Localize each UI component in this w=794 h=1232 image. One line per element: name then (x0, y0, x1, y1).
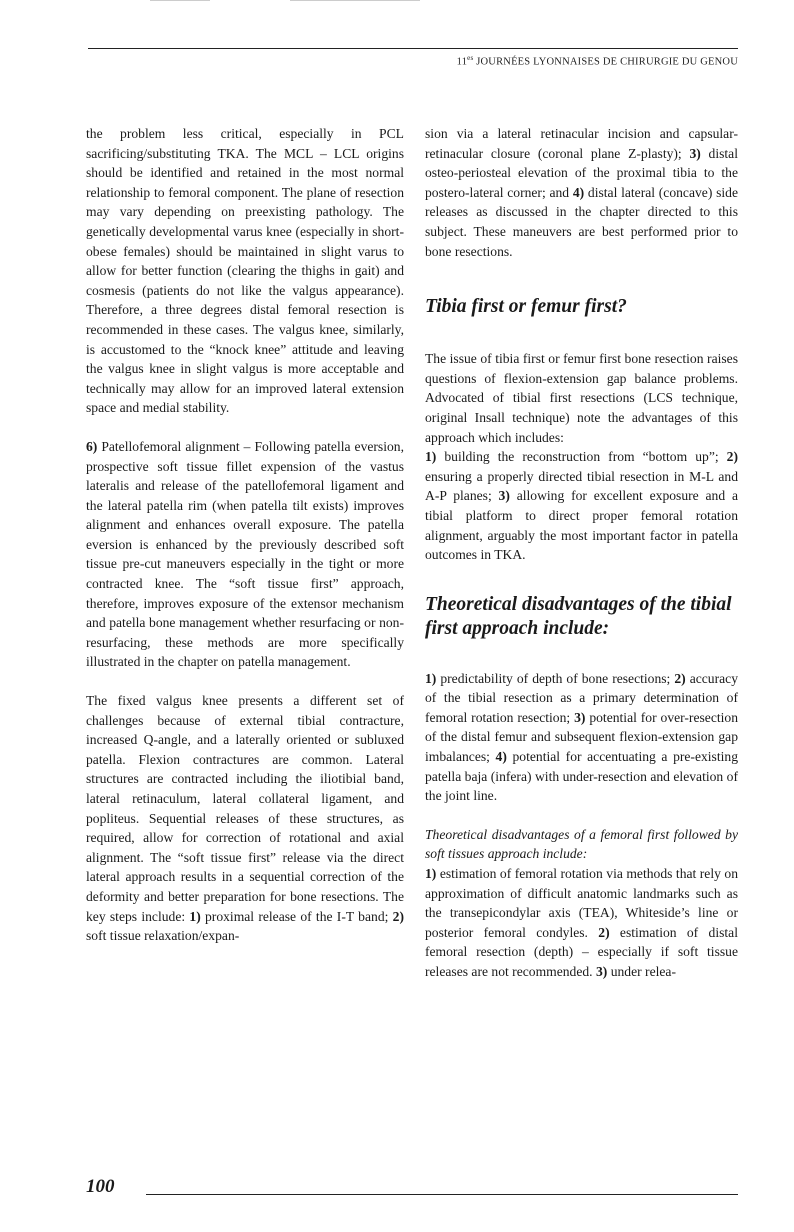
item-number: 1) (425, 866, 437, 882)
item-number: 2) (674, 670, 686, 686)
item-number: 2) (726, 449, 738, 465)
paragraph (86, 437, 404, 672)
page-number: 100 (86, 1176, 115, 1197)
paragraph (86, 691, 404, 946)
item-number: 3) (689, 145, 701, 161)
paragraph-text: Patellofemoral alignment – Following patella eversion, prospective soft tissue fillet expension of the vastus lateralis and release of the patellofemoral ligament and the lateral patella rim (when patella tilt exists) improves alignment and enhances overall exposure. The patella eversion is enhanced by the previously described soft tissue pre-cut maneuvers especially in the tight or more contracted knee. The “soft tissue first” approach, therefore, improves exposure of the extensor mechanism and patella bone management whether resurfacing or non-resurfacing, these methods are more specifically illustrated in the chapter on patella management. (86, 438, 404, 670)
paragraph-text: distal lateral (concave) side releases as discussed in the chapter directed to this subject. These maneuvers are best performed prior to bone resections. (425, 184, 738, 259)
right-column (425, 124, 738, 1001)
italic-subheading: Theoretical disadvantages of a femoral first followed by soft tissues approach include: (425, 826, 738, 862)
paragraph-text: The fixed valgus knee presents a different set of challenges because of external tibial contracture, increased Q-angle, and a laterally oriented or subluxed patella. Flexion contractures are common. Lateral structures are contracted including the iliotibial band, lateral retinaculum, lateral collateral ligament, and popliteus. Sequential releases of these structures, as required, allow for correction of rotational and axial alignment. The “soft tissue first” release via the direct lateral approach results in a sequential correction of the deformity and better preparation for bone resections. The key steps include: (86, 693, 404, 924)
item-number: 6) (86, 438, 98, 454)
paragraph (425, 864, 738, 982)
item-number: 2) (598, 924, 610, 940)
paragraph-text: allowing for excellent exposure and a tibial platform to direct proper femoral rotation alignment, arguably the most important factor in patella outcomes in TKA. (425, 488, 738, 563)
item-number: 2) (392, 908, 404, 924)
item-number: 1) (425, 670, 437, 686)
item-number: 4) (495, 749, 507, 765)
header-title: JOURNÉES LYONNAISES DE CHIRURGIE DU GENOU (473, 56, 738, 68)
paragraph (425, 669, 738, 806)
footer-rule (146, 1194, 738, 1195)
section-heading: Tibia first or femur first? (425, 296, 627, 318)
paragraph-text: distal osteo-periosteal elevation of the proximal tibia to the postero-lateral corner; and (425, 145, 738, 200)
paragraph-text: estimation of femoral rotation via methods that rely on approximation of difficult anatomic landmarks such as the transepicondylar axis (TEA), Whiteside’s line or posterior femoral condyles. (425, 866, 738, 940)
paragraph (425, 447, 738, 565)
paragraph-text: potential for over-resection of the distal femur and subsequent flexion-extension gap imbalances; (425, 709, 738, 765)
paragraph-text: accuracy of the tibial resection as a primary determination of femoral rotation resection; (425, 670, 738, 725)
paragraph (425, 124, 738, 261)
item-number: 1) (189, 908, 201, 924)
paragraph-text: predictability of depth of bone resections; (436, 670, 675, 686)
paragraph-text: under relea- (607, 964, 676, 979)
section-heading: Theoretical disadvantages of the tibial first approach include: (425, 593, 732, 639)
paragraph-text: proximal release of the I-T band; (200, 908, 393, 924)
item-number: 1) (425, 449, 437, 465)
paragraph-text: ensuring a properly directed tibial resection in M-L and A-P planes; (425, 468, 738, 504)
top-edge-mark-mid (290, 0, 420, 2)
paragraph-text: soft tissue relaxation/expan- (86, 928, 240, 944)
item-number: 3) (595, 964, 608, 979)
header-ordinal: 11 (456, 56, 468, 68)
paragraph: the problem less critical, especially in PCL sacrificing/substituting TKA. The MCL – LCL origins should be identified and retained in the most normal relationship to femoral component. The plane of resection may vary depending on preexisting pathology. The genetically developmental varus knee (especially in short-obese females) should be maintained in slight varus to allow for better function (clearing the thighs in gait) and cosmesis (patients do not like the valgus appearance). Therefore, a three degrees distal femoral resection is recommended in these cases. The valgus knee, similarly, is accustomed to the “knock knee” attitude and leaving the valgus knee in slight valgus is more acceptable and technically may allow for an improved lateral extension space and medial stability. (86, 126, 404, 416)
item-number: 4) (572, 184, 585, 200)
running-header (457, 54, 738, 68)
paragraph-text: estimation of distal femoral resection (depth) – especially if soft tissue releases are not recommended. (425, 924, 738, 979)
top-edge-mark-left (150, 0, 210, 2)
paragraph: The issue of tibia first or femur first bone resection raises questions of flexion-extension gap balance problems. Advocated of tibial first resections (LCS technique, original Insall technique) note the advantages of this approach which includes: (425, 351, 738, 445)
header-rule (88, 48, 738, 49)
header-ordinal-suffix: es (467, 54, 474, 62)
paragraph-text: sion via a lateral retinacular incision and capsular-retinacular closure (coronal plane Z-plasty); (425, 126, 738, 161)
paragraph-text: building the reconstruction from “bottom up”; (436, 449, 727, 465)
item-number: 3) (498, 488, 510, 504)
left-column (86, 124, 404, 965)
item-number: 3) (574, 709, 586, 725)
paragraph-text: potential for accentuating a pre-existing patella baja (infera) with under-resection and elevation of the joint line. (425, 749, 738, 804)
